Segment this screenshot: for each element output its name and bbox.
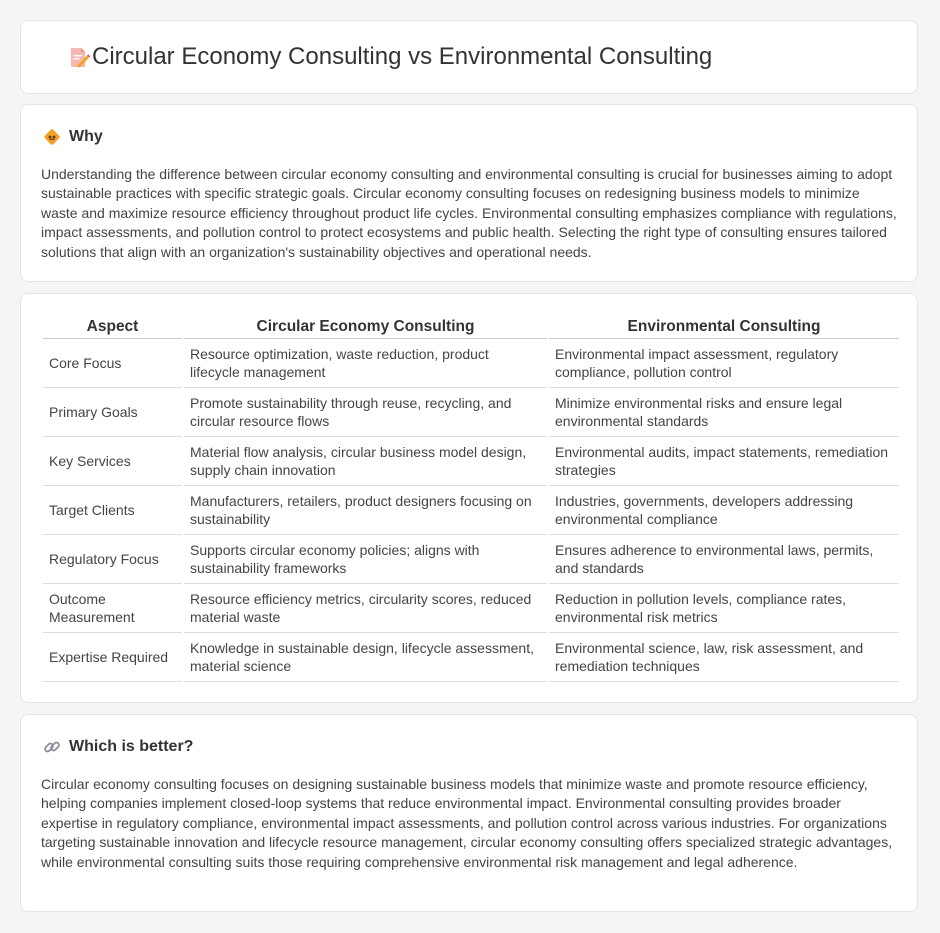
header-environmental: Environmental Consulting: [548, 316, 899, 339]
aspect-cell: Regulatory Focus: [43, 535, 183, 584]
better-heading: Which is better?: [69, 738, 194, 755]
table-row: [43, 535, 899, 584]
table-row: [43, 437, 899, 486]
aspect-cell: Target Clients: [43, 486, 183, 535]
better-header: [43, 737, 193, 757]
aspect-cell: Expertise Required: [43, 633, 183, 682]
circular-cell: Supports circular economy policies; aligns with sustainability frameworks: [183, 535, 548, 584]
table-row: [43, 486, 899, 535]
aspect-cell: Key Services: [43, 437, 183, 486]
circular-cell: Manufacturers, retailers, product designers focusing on sustainability: [183, 486, 548, 535]
why-heading: Why: [69, 128, 103, 145]
document-pencil-icon: [67, 46, 91, 70]
table-row: [43, 633, 899, 682]
comparison-table: [43, 316, 899, 682]
circular-cell: Material flow analysis, circular business model design, supply chain innovation: [183, 437, 548, 486]
why-section: [20, 104, 918, 282]
table-header-row: [43, 316, 899, 339]
why-header: [43, 127, 103, 147]
circular-cell: Knowledge in sustainable design, lifecycle assessment, material science: [183, 633, 548, 682]
comparison-section: [20, 293, 918, 703]
better-text: Circular economy consulting focuses on designing sustainable business models that minimize waste and promote resource efficiency, helping companies implement closed-loop systems that reduce environmental impact. Environmental consulting provides broader expertise in regulatory compliance, environmental impact assessments, and pollution control across various industries. For organizations targeting sustainable innovation and lifecycle resource management, circular economy consulting offers specialized strategic advantages, while environmental consulting suits those requiring comprehensive environmental risk management and legal adherence.: [41, 776, 893, 870]
environmental-cell: Environmental impact assessment, regulatory compliance, pollution control: [548, 339, 899, 388]
table-row: [43, 388, 899, 437]
aspect-cell: Outcome Measurement: [43, 584, 183, 633]
environmental-cell: Minimize environmental risks and ensure legal environmental standards: [548, 388, 899, 437]
environmental-cell: Environmental audits, impact statements, remediation strategies: [548, 437, 899, 486]
circular-cell: Resource optimization, waste reduction, product lifecycle management: [183, 339, 548, 388]
diamond-sign-icon: [43, 128, 61, 146]
aspect-cell: Primary Goals: [43, 388, 183, 437]
table-row: [43, 339, 899, 388]
environmental-cell: Ensures adherence to environmental laws, permits, and standards: [548, 535, 899, 584]
circular-cell: Resource efficiency metrics, circularity scores, reduced material waste: [183, 584, 548, 633]
why-text: Understanding the difference between circular economy consulting and environmental consulting is crucial for businesses aiming to adopt sustainable practices with specific strategic goals. Circular economy consulting focuses on redesigning business models to minimize waste and maximize resource efficiency throughout product life cycles. Environmental consulting emphasizes compliance with regulations, impact assessments, and pollution control to protect ecosystems and public health. Selecting the right type of consulting ensures tailored solutions that align with an organization's sustainability objectives and operational needs.: [41, 166, 897, 260]
environmental-cell: Reduction in pollution levels, compliance rates, environmental risk metrics: [548, 584, 899, 633]
aspect-cell: Core Focus: [43, 339, 183, 388]
which-is-better-section: [20, 714, 918, 912]
header-circular: Circular Economy Consulting: [183, 316, 548, 339]
link-icon: [43, 738, 61, 756]
title-card: [20, 20, 918, 94]
header-aspect: Aspect: [43, 316, 183, 339]
table-row: [43, 584, 899, 633]
environmental-cell: Environmental science, law, risk assessment, and remediation techniques: [548, 633, 899, 682]
page-title: Circular Economy Consulting vs Environmental Consulting: [92, 43, 713, 70]
environmental-cell: Industries, governments, developers addressing environmental compliance: [548, 486, 899, 535]
circular-cell: Promote sustainability through reuse, recycling, and circular resource flows: [183, 388, 548, 437]
